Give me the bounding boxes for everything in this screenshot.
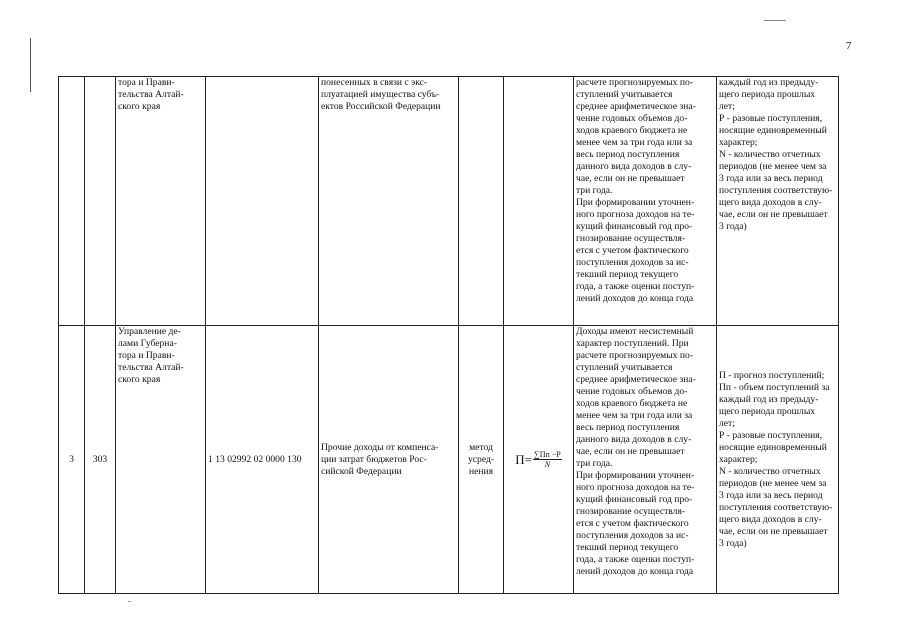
revenue-forecast-table	[58, 76, 839, 594]
cell-description: каждый год из предыду- щего периода прошлых лет; Р - разовые поступления, носящие единовременный характер; N - количество отчетных периодов (не менее чем за 3 года или за весь период поступления соответствую- щего вида доходов в слу- чае, если он не превышает 3 года)	[717, 77, 839, 326]
cell-index: 3	[59, 326, 85, 594]
cell-kbk	[206, 77, 319, 326]
cell-name: понесенных в связи с экс- плуатацией имущества субъ- ектов Российской Федерации	[319, 77, 459, 326]
cell-admin: Управление де- лами Губерна- тора и Прави- тельства Алтай- ского края	[116, 326, 206, 594]
cell-code	[85, 77, 116, 326]
scan-artifact-left	[30, 38, 31, 92]
cell-kbk: 1 13 02992 02 0000 130	[206, 326, 319, 594]
page-number: 7	[846, 40, 852, 52]
formula	[506, 450, 571, 469]
table-row	[59, 77, 839, 326]
table-row	[59, 326, 839, 594]
cell-description: П - прогноз поступлений; Пп - объем поступлений за каждый год из предыду- щего периода прошлых лет; Р - разовые поступления, носящие единовременный характер; N - количество отчетных периодов (не менее чем за 3 года или за весь период поступления соответствую- щего вида доходов в слу- чае, если он не превышает 3 года)	[717, 326, 839, 594]
cell-name: Прочие доходы от компенса- ции затрат бюджетов Рос- сийской Федерации	[319, 326, 459, 594]
cell-method	[459, 77, 504, 326]
cell-formula	[504, 326, 574, 594]
cell-algorithm: расчете прогнозируемых по- ступлений учитывается среднее арифметическое зна- чение годовых объемов до- ходов краевого бюджета не менее чем за три года или за весь период поступления данного вида доходов в слу- чае, если он не превышает три года. При формировании уточнен- ного прогноза доходов на те- кущий финансовый год про- гнозирование осуществля- ется с учетом фактического поступления доходов за ис- текший период текущего года, а также оценки поступ- лений доходов до конца года	[574, 77, 717, 326]
cell-formula	[504, 77, 574, 326]
cell-method: метод усред- нения	[459, 326, 504, 594]
cell-index	[59, 77, 85, 326]
scan-artifact-bottom	[128, 601, 131, 602]
formula-fraction	[533, 450, 562, 469]
cell-code: 303	[85, 326, 116, 594]
formula-lead: П=	[515, 451, 532, 467]
cell-admin: тора и Прави- тельства Алтай- ского края	[116, 77, 206, 326]
formula-denominator: N	[544, 460, 551, 469]
formula-numerator: ∑Пп −Р	[534, 450, 561, 459]
cell-algorithm: Доходы имеют несистемный характер поступлений. При расчете прогнозируемых по- ступлений учитывается среднее арифметическое зна- чение годовых объемов до- ходов краевого бюджета не менее чем за три года или за весь период поступления данного вида доходов в слу- чае, если он не превышает три года. При формировании уточнен- ного прогноза доходов на те- кущий финансовый год про- гнозирование осуществля- ется с учетом фактического поступления доходов за ис- текший период текущего года, а также оценки поступ- лений доходов до конца года	[574, 326, 717, 594]
scan-artifact-top	[764, 20, 786, 21]
